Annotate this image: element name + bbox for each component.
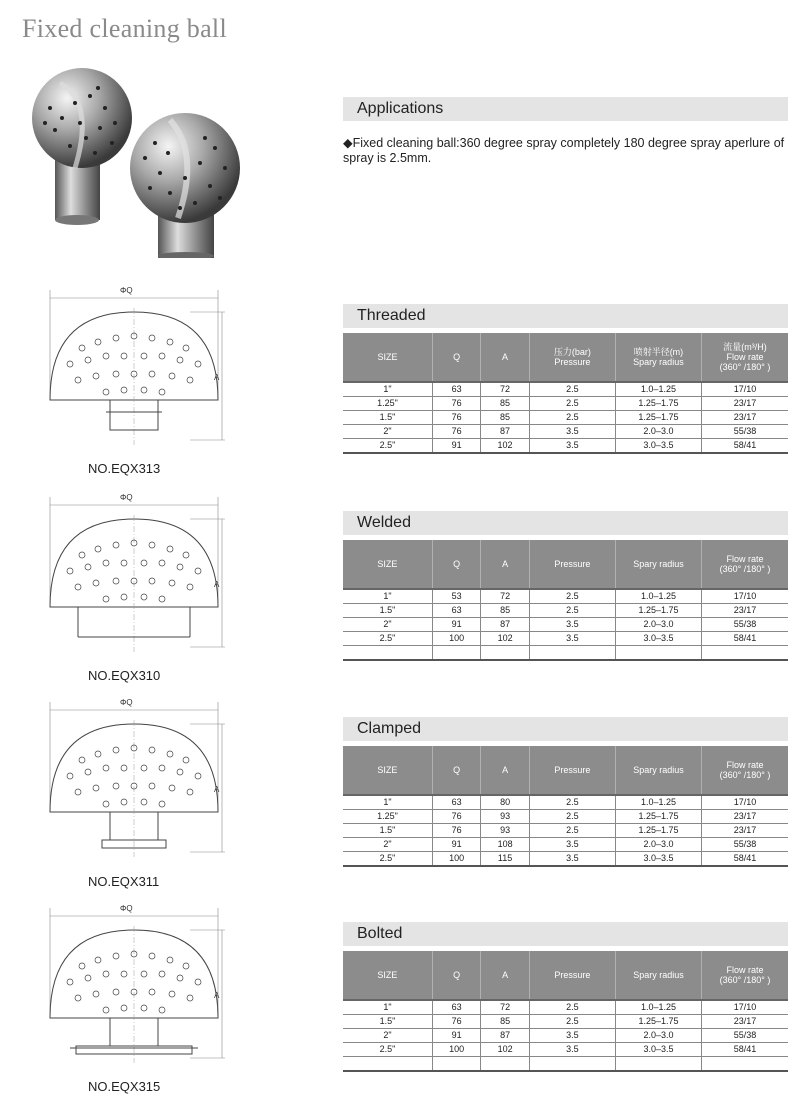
- table-cell: 2": [343, 425, 432, 439]
- table-cell: 2.5: [529, 1015, 615, 1029]
- table-cell: 100: [432, 852, 480, 867]
- height-label: A: [214, 785, 220, 794]
- table-cell: 3.5: [529, 618, 615, 632]
- table-cell: 23/17: [702, 824, 789, 838]
- table-cell: 17/10: [702, 589, 789, 604]
- table-cell: 3.0–3.5: [615, 439, 701, 454]
- column-header: Q: [432, 951, 480, 1000]
- table-cell: 76: [432, 411, 480, 425]
- table-cell: [343, 646, 432, 661]
- table-cell: 55/38: [701, 425, 788, 439]
- page-title: Fixed cleaning ball: [22, 14, 227, 43]
- table-cell: 2.5: [529, 795, 615, 810]
- table-cell: 91: [432, 838, 480, 852]
- table-cell: 102: [481, 632, 529, 646]
- table-cell: 17/10: [701, 382, 788, 397]
- table-cell: 1.25–1.75: [616, 810, 702, 824]
- table-cell: [702, 646, 789, 661]
- column-header: 喷射半径(m) Spary radius: [615, 333, 701, 382]
- column-header: SIZE: [343, 540, 432, 589]
- table-cell: 1.25": [343, 810, 432, 824]
- table-cell: 2.5": [343, 1043, 432, 1057]
- table-cell: 2.5": [343, 852, 432, 867]
- table-cell: 3.0–3.5: [616, 632, 702, 646]
- table-cell: 3.5: [529, 632, 615, 646]
- table-cell: 55/38: [702, 1029, 789, 1043]
- table-cell: 53: [432, 589, 480, 604]
- table-header-row: [343, 746, 788, 795]
- table-row: [343, 604, 788, 618]
- table-cell: 1.0–1.25: [615, 382, 701, 397]
- table-cell: 55/38: [702, 838, 789, 852]
- table-cell: 1.5": [343, 824, 432, 838]
- table-row: [343, 646, 788, 661]
- table-cell: 2.5: [529, 604, 615, 618]
- height-label: A: [214, 580, 220, 589]
- table-cell: 87: [481, 425, 529, 439]
- clamped-model-number: NO.EQX311: [88, 874, 160, 889]
- welded-spec-table: [343, 540, 788, 661]
- table-cell: 72: [481, 382, 529, 397]
- column-header: Q: [432, 333, 480, 382]
- column-header: Pressure: [529, 540, 615, 589]
- table-cell: [529, 1057, 615, 1072]
- table-cell: 76: [432, 810, 480, 824]
- table-cell: 85: [481, 604, 529, 618]
- table-row: [343, 1000, 788, 1015]
- table-row: [343, 618, 788, 632]
- table-cell: 1": [343, 1000, 432, 1015]
- table-row: [343, 425, 788, 439]
- table-cell: 87: [481, 618, 529, 632]
- table-cell: 2.5: [529, 382, 615, 397]
- table-cell: 2.5": [343, 632, 432, 646]
- table-cell: 93: [481, 824, 529, 838]
- column-header: A: [481, 746, 529, 795]
- table-cell: 115: [481, 852, 529, 867]
- table-cell: 2.0–3.0: [616, 838, 702, 852]
- table-cell: 91: [432, 439, 480, 454]
- threaded-header: Threaded: [343, 304, 788, 328]
- bolted-header: Bolted: [343, 922, 788, 946]
- table-row: [343, 1043, 788, 1057]
- column-header: SIZE: [343, 951, 432, 1000]
- bolted-technical-drawing: [40, 898, 240, 1083]
- table-cell: 76: [432, 425, 480, 439]
- table-cell: 2.5: [529, 810, 615, 824]
- applications-description: Fixed cleaning ball:360 degree spray completely 180 degree spray aperlure of spray is 2.5mm.: [343, 136, 785, 165]
- table-cell: 91: [432, 1029, 480, 1043]
- column-header: Q: [432, 746, 480, 795]
- product-photo: [20, 68, 240, 258]
- column-header: A: [481, 951, 529, 1000]
- table-cell: 63: [432, 382, 480, 397]
- clamped-spec-table: [343, 746, 788, 867]
- table-cell: 55/38: [702, 618, 789, 632]
- table-cell: 17/10: [702, 1000, 789, 1015]
- table-cell: 1.25": [343, 397, 432, 411]
- table-cell: 3.0–3.5: [616, 1043, 702, 1057]
- table-row: [343, 411, 788, 425]
- table-cell: 108: [481, 838, 529, 852]
- table-row: [343, 397, 788, 411]
- table-cell: 76: [432, 397, 480, 411]
- bolted-spec-table: [343, 951, 788, 1072]
- table-row: [343, 795, 788, 810]
- table-cell: 102: [481, 1043, 529, 1057]
- table-cell: 3.0–3.5: [616, 852, 702, 867]
- table-cell: [481, 646, 529, 661]
- table-row: [343, 1057, 788, 1072]
- applications-header: Applications: [343, 97, 788, 121]
- table-row: [343, 824, 788, 838]
- column-header: A: [481, 333, 529, 382]
- table-cell: [432, 646, 480, 661]
- column-header: Spary radius: [616, 540, 702, 589]
- clamped-header: Clamped: [343, 717, 788, 741]
- table-row: [343, 838, 788, 852]
- column-header: Flow rate (360° /180° ): [702, 951, 789, 1000]
- table-cell: 1.25–1.75: [616, 1015, 702, 1029]
- threaded-model-number: NO.EQX313: [88, 461, 161, 476]
- clamped-technical-drawing: [40, 692, 240, 877]
- table-cell: 63: [432, 1000, 480, 1015]
- table-cell: 2.0–3.0: [616, 618, 702, 632]
- table-cell: 58/41: [702, 852, 789, 867]
- table-cell: 58/41: [701, 439, 788, 454]
- table-cell: 2.0–3.0: [615, 425, 701, 439]
- table-cell: 100: [432, 632, 480, 646]
- table-cell: [481, 1057, 529, 1072]
- table-cell: 80: [481, 795, 529, 810]
- table-cell: [702, 1057, 789, 1072]
- table-cell: 3.5: [529, 1029, 615, 1043]
- column-header: Q: [432, 540, 480, 589]
- table-row: [343, 382, 788, 397]
- table-cell: 3.5: [529, 1043, 615, 1057]
- diameter-label: ΦQ: [120, 698, 133, 707]
- table-cell: 3.5: [529, 852, 615, 867]
- table-cell: 23/17: [702, 604, 789, 618]
- table-cell: 3.5: [529, 838, 615, 852]
- table-cell: 1": [343, 382, 432, 397]
- column-header: Pressure: [529, 746, 615, 795]
- table-cell: 23/17: [702, 1015, 789, 1029]
- table-cell: 2.5: [529, 589, 615, 604]
- column-header: Spary radius: [616, 746, 702, 795]
- table-cell: 2.5: [529, 397, 615, 411]
- table-cell: 72: [481, 589, 529, 604]
- column-header: Spary radius: [616, 951, 702, 1000]
- table-cell: [616, 646, 702, 661]
- column-header: Flow rate (360° /180° ): [702, 540, 789, 589]
- welded-technical-drawing: [40, 487, 240, 672]
- table-cell: [343, 1057, 432, 1072]
- table-cell: 2.5": [343, 439, 432, 454]
- threaded-technical-drawing: [40, 280, 240, 465]
- table-cell: 23/17: [701, 397, 788, 411]
- welded-model-number: NO.EQX310: [88, 668, 161, 683]
- table-cell: 23/17: [701, 411, 788, 425]
- table-cell: 23/17: [702, 810, 789, 824]
- table-cell: 1.0–1.25: [616, 795, 702, 810]
- table-cell: 63: [432, 795, 480, 810]
- column-header: SIZE: [343, 746, 432, 795]
- table-cell: [616, 1057, 702, 1072]
- welded-header: Welded: [343, 511, 788, 535]
- table-cell: 1.0–1.25: [616, 589, 702, 604]
- table-cell: 85: [481, 1015, 529, 1029]
- column-header: 压力(bar) Pressure: [529, 333, 615, 382]
- diameter-label: ΦQ: [120, 286, 133, 295]
- table-cell: 2.5: [529, 411, 615, 425]
- table-cell: 100: [432, 1043, 480, 1057]
- table-row: [343, 852, 788, 867]
- table-cell: 1.5": [343, 604, 432, 618]
- table-cell: 2.0–3.0: [616, 1029, 702, 1043]
- table-cell: 1.25–1.75: [616, 604, 702, 618]
- table-cell: 85: [481, 397, 529, 411]
- table-cell: 2": [343, 618, 432, 632]
- table-cell: 1": [343, 795, 432, 810]
- table-row: [343, 589, 788, 604]
- table-cell: 76: [432, 824, 480, 838]
- table-cell: 1.5": [343, 411, 432, 425]
- table-cell: 76: [432, 1015, 480, 1029]
- table-cell: 2": [343, 838, 432, 852]
- table-cell: 3.5: [529, 439, 615, 454]
- table-cell: 3.5: [529, 425, 615, 439]
- table-row: [343, 632, 788, 646]
- height-label: A: [214, 991, 220, 1000]
- height-label: A: [214, 373, 220, 382]
- table-row: [343, 439, 788, 454]
- column-header: Pressure: [529, 951, 615, 1000]
- table-cell: 2.5: [529, 1000, 615, 1015]
- table-row: [343, 1015, 788, 1029]
- diameter-label: ΦQ: [120, 493, 133, 502]
- table-cell: 91: [432, 618, 480, 632]
- column-header: SIZE: [343, 333, 432, 382]
- table-row: [343, 1029, 788, 1043]
- table-cell: 58/41: [702, 1043, 789, 1057]
- table-cell: 1.25–1.75: [615, 397, 701, 411]
- table-cell: 2": [343, 1029, 432, 1043]
- table-cell: [432, 1057, 480, 1072]
- table-row: [343, 810, 788, 824]
- table-cell: 1.25–1.75: [615, 411, 701, 425]
- table-cell: 1.0–1.25: [616, 1000, 702, 1015]
- table-header-row: [343, 951, 788, 1000]
- table-cell: [529, 646, 615, 661]
- table-cell: 2.5: [529, 824, 615, 838]
- diameter-label: ΦQ: [120, 904, 133, 913]
- table-cell: 58/41: [702, 632, 789, 646]
- column-header: A: [481, 540, 529, 589]
- table-cell: 1": [343, 589, 432, 604]
- table-cell: 1.5": [343, 1015, 432, 1029]
- table-cell: 87: [481, 1029, 529, 1043]
- table-cell: 72: [481, 1000, 529, 1015]
- table-cell: 93: [481, 810, 529, 824]
- table-cell: 85: [481, 411, 529, 425]
- column-header: 流量(m³/H) Flow rate (360° /180° ): [701, 333, 788, 382]
- table-cell: 17/10: [702, 795, 789, 810]
- bolted-model-number: NO.EQX315: [88, 1079, 161, 1094]
- table-cell: 1.25–1.75: [616, 824, 702, 838]
- applications-text: [343, 136, 793, 166]
- table-cell: 63: [432, 604, 480, 618]
- column-header: Flow rate (360° /180° ): [702, 746, 789, 795]
- table-cell: 102: [481, 439, 529, 454]
- table-header-row: [343, 540, 788, 589]
- threaded-spec-table: [343, 333, 788, 454]
- table-header-row: [343, 333, 788, 382]
- bullet-icon: ◆: [343, 136, 353, 150]
